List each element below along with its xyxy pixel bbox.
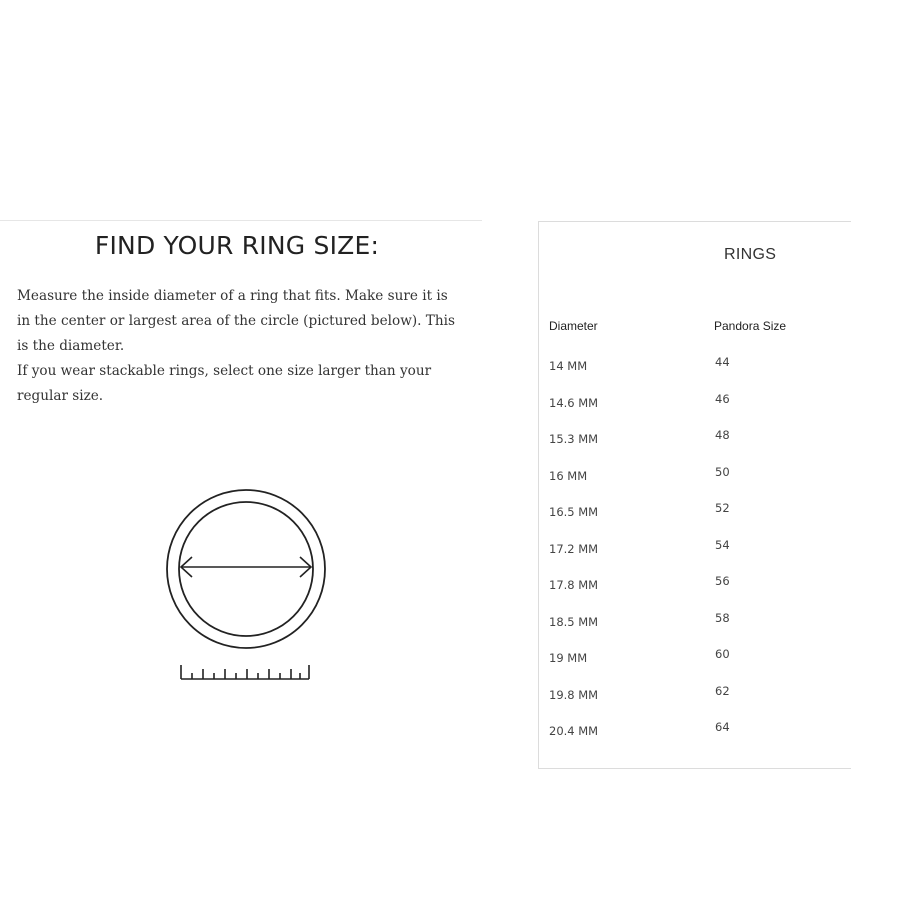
instruction-measure: Measure the inside diameter of a ring that fits. Make sure it is in the center or largest area of the circle (pictured below). This is the diameter. [17,288,455,354]
size-cell: 56 [715,574,730,588]
ring-size-table [538,221,851,769]
ring-diagram [166,489,326,689]
table-row [539,501,849,538]
diameter-cell: 16.5 MM [549,505,599,519]
size-cell: 50 [715,464,730,479]
ruler-icon [181,665,309,679]
diameter-cell: 14 MM [549,359,588,373]
instruction-stackable: If you wear stackable rings, select one size larger than your regular size. [17,363,432,404]
table-row [539,392,849,429]
diameter-cell: 17.8 MM [549,578,599,592]
instructions [17,284,457,409]
ring-size-guide [0,220,482,701]
size-rows [539,355,849,757]
diameter-cell: 19.8 MM [549,687,599,702]
table-row [539,428,849,465]
column-header-diameter: Diameter [549,319,598,333]
size-cell: 52 [715,501,730,515]
table-title: RINGS [724,246,777,263]
size-cell: 62 [715,683,730,698]
size-cell: 54 [715,537,730,552]
table-row [539,465,849,502]
table-row [539,611,849,648]
column-header-size: Pandora Size [714,319,787,333]
table-row [539,647,849,684]
table-row [539,720,849,757]
table-row [539,684,849,721]
ring-diameter-icon [166,489,326,689]
diameter-cell: 20.4 MM [549,724,599,738]
table-row [539,538,849,575]
diameter-cell: 15.3 MM [549,432,599,446]
table-row [539,574,849,611]
size-cell: 58 [715,610,730,625]
size-cell: 48 [715,428,730,442]
diameter-cell: 14.6 MM [549,395,599,410]
size-cell: 64 [715,720,730,734]
table-row [539,355,849,392]
diameter-cell: 19 MM [549,651,588,665]
size-cell: 60 [715,647,730,661]
diameter-cell: 16 MM [549,468,588,483]
guide-title: FIND YOUR RING SIZE: [94,231,380,260]
diameter-cell: 18.5 MM [549,614,599,629]
size-cell: 46 [715,391,730,406]
diameter-cell: 17.2 MM [549,541,599,556]
size-cell: 44 [715,355,730,369]
